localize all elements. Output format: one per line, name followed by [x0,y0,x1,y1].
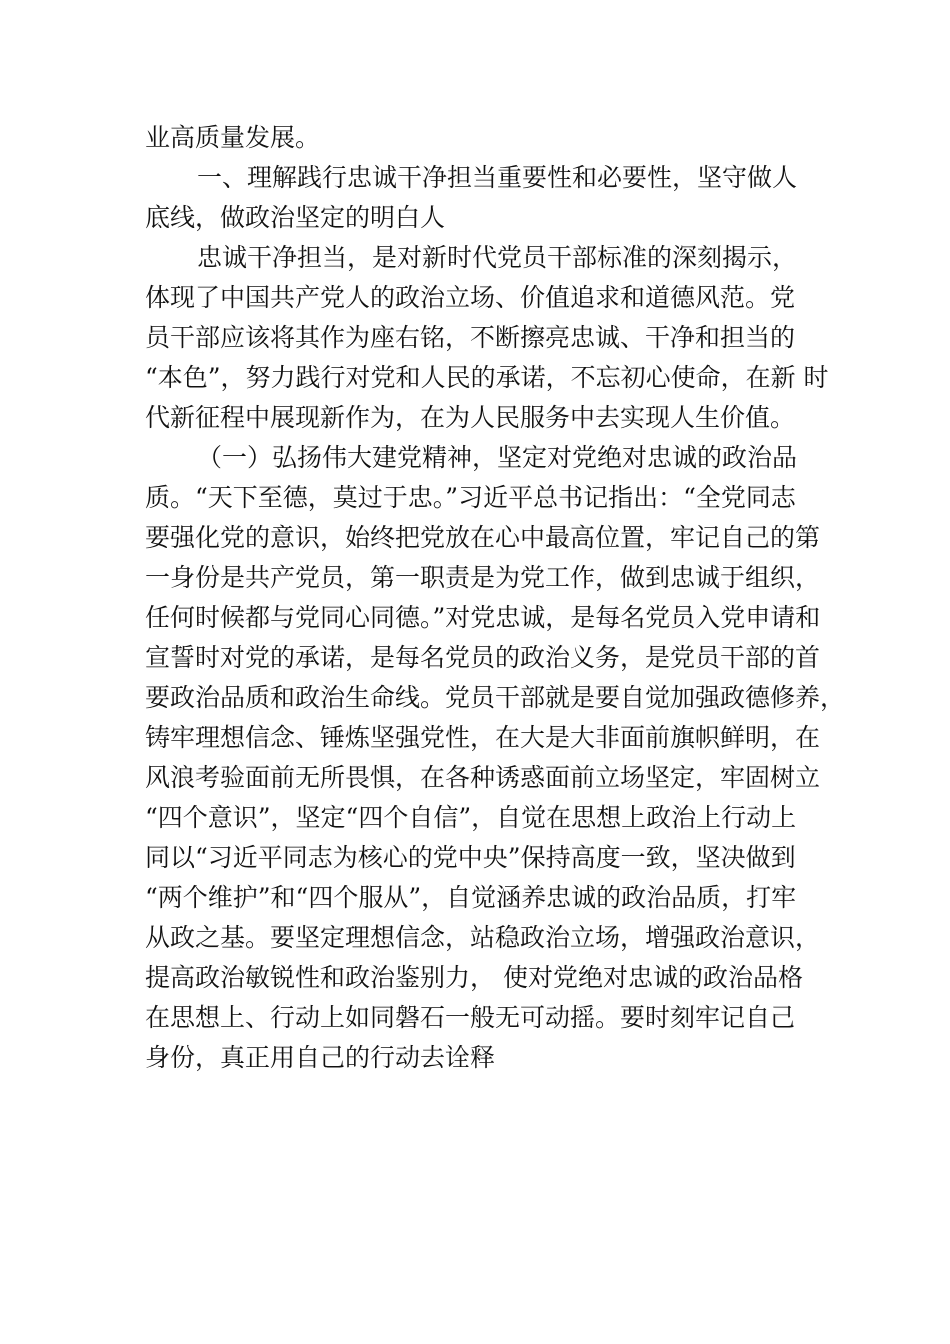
text-line: “四个意识”，坚定“四个自信”，自觉在思想上政治上行动上 [145,803,797,832]
text-line: 质。“天下至德，莫过于忠。”习近平总书记指出：“全党同志 [145,483,796,512]
body-text [145,118,846,1078]
text-line: 在思想上、行动上如同磐石一般无可动摇。要时刻牢记自己 [145,1003,796,1032]
text-line: 业高质量发展。 [145,123,321,152]
text-line: 身份，真正用自己的行动去诠释 [145,1043,496,1072]
text-line: 任何时候都与党同心同德。”对党忠诚，是每名党员入党申请和 [145,603,821,632]
text-line: 忠诚干净担当，是对新时代党员干部标准的深刻揭示， [197,243,798,272]
text-line: 宣誓时对党的承诺，是每名党员的政治义务，是党员干部的首 [145,643,821,672]
section-heading-line: 一、理解践行忠诚干净担当重要性和必要性，坚守做人 [197,163,798,192]
text-line: “本色”，努力践行对党和人民的承诺，不忘初心使命，在新 时 [145,363,829,392]
text-line: 同以“习近平同志为核心的党中央”保持高度一致，坚决做到 [145,843,796,872]
text-line: 体现了中国共产党人的政治立场、价值追求和道德风范。党 [145,283,796,312]
text-line: 代新征程中展现新作为，在为人民服务中去实现人生价值。 [145,403,796,432]
text-line: “两个维护”和“四个服从”，自觉涵养忠诚的政治品质，打牢 [145,883,797,912]
text-line: 要政治品质和政治生命线。党员干部就是要自觉加强政德修养， [145,683,846,712]
subsection-heading-line: （一）弘扬伟大建党精神，坚定对党绝对忠诚的政治品 [197,443,798,472]
text-line: 从政之基。要坚定理想信念，站稳政治立场，增强政治意识， [145,923,821,952]
text-line: 员干部应该将其作为座右铭，不断擦亮忠诚、干净和担当的 [145,323,796,352]
section-heading-line: 底线，做政治坚定的明白人 [145,203,446,232]
text-line: 风浪考验面前无所畏惧，在各种诱惑面前立场坚定，牢固树立 [145,763,821,792]
text-line: 要强化党的意识，始终把党放在心中最高位置，牢记自己的第 [145,523,821,552]
text-line: 提高政治敏锐性和政治鉴别力， 使对党绝对忠诚的政治品格 [145,963,803,992]
text-line: 一身份是共产党员，第一职责是为党工作，做到忠诚于组织， [145,563,821,592]
text-line: 铸牢理想信念、锤炼坚强党性，在大是大非面前旗帜鲜明，在 [145,723,821,752]
